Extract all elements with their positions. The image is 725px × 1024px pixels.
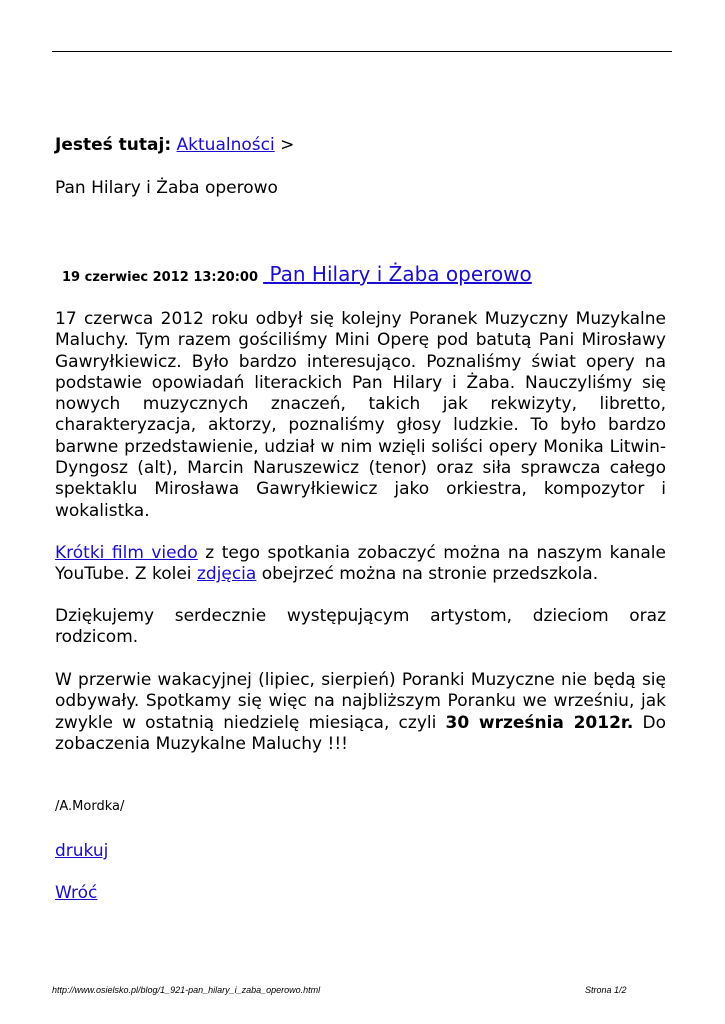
breadcrumb-label: Jesteś tutaj: xyxy=(55,135,172,155)
paragraph-4-text-a: W przerwie wakacyjnej (lipiec, sierpień) Poranki Muzyczne nie będą się odbywały. Spotkamy się więc na najbliższym Poranku we wrześniu, jak zwykle w ostatnią niedzielę miesiąca, czyli xyxy=(55,670,666,733)
signature: /A.Mordka/ xyxy=(55,799,125,814)
next-date: 30 września 2012r. xyxy=(445,712,634,733)
back-link[interactable]: Wróć xyxy=(55,883,98,903)
breadcrumb-link-news[interactable]: Aktualności xyxy=(176,135,275,155)
header-rule xyxy=(52,51,672,52)
footer-url: http://www.osielsko.pl/blog/1_921-pan_hilary_i_zaba_operowo.html xyxy=(52,985,321,995)
footer-page-number: Strona 1/2 xyxy=(585,985,627,995)
post-paragraph-2 xyxy=(55,543,666,586)
post-title: Pan Hilary i Żaba operowo xyxy=(269,262,532,286)
breadcrumb-separator: > xyxy=(280,135,295,155)
post-title-link[interactable] xyxy=(263,262,532,286)
post-date: 19 czerwiec 2012 13:20:00 xyxy=(62,270,259,285)
video-link[interactable]: Krótki film viedo xyxy=(55,543,198,563)
breadcrumb xyxy=(55,135,294,155)
post-paragraph-1: 17 czerwca 2012 roku odbył się kolejny Poranek Muzyczny Muzykalne Maluchy. Tym razem gościliśmy Mini Operę pod batutą Pani Mirosławy Gawryłkiewicz. Było bardzo interesująco. Poznaliśmy świat opery na podstawie opowiadań literackich Pan Hilary i Żaba. Nauczyliśmy się nowych muzycznych znaczeń, takich jak rekwizyty, libretto, charakteryzacja, aktorzy, poznaliśmy głosy ludzkie. To było bardzo barwne przedstawienie, udział w nim wzięli soliści opery Monika Litwin-Dyngosz (alt), Marcin Naruszewicz (tenor) oraz siła sprawcza całego spektaklu Mirosława Gawryłkiewicz jako orkiestra, kompozytor i wokalistka. xyxy=(55,309,666,521)
paragraph-2-text-b: obejrzeć można na stronie przedszkola. xyxy=(256,564,599,585)
post-paragraph-3: Dziękujemy serdecznie występującym artystom, dzieciom oraz rodzicom. xyxy=(55,606,666,648)
post-paragraph-4 xyxy=(55,670,666,755)
breadcrumb-current: Pan Hilary i Żaba operowo xyxy=(55,178,278,198)
photos-link[interactable]: zdjęcia xyxy=(196,564,257,585)
paragraph-4-text-b: Do zobaczenia Muzykalne Maluchy !!! xyxy=(55,712,666,754)
paragraph-2-text-a: z tego spotkania zobaczyć można na naszym kanale YouTube. Z kolei xyxy=(55,543,666,585)
print-link[interactable]: drukuj xyxy=(55,841,109,861)
post-header xyxy=(62,262,532,286)
